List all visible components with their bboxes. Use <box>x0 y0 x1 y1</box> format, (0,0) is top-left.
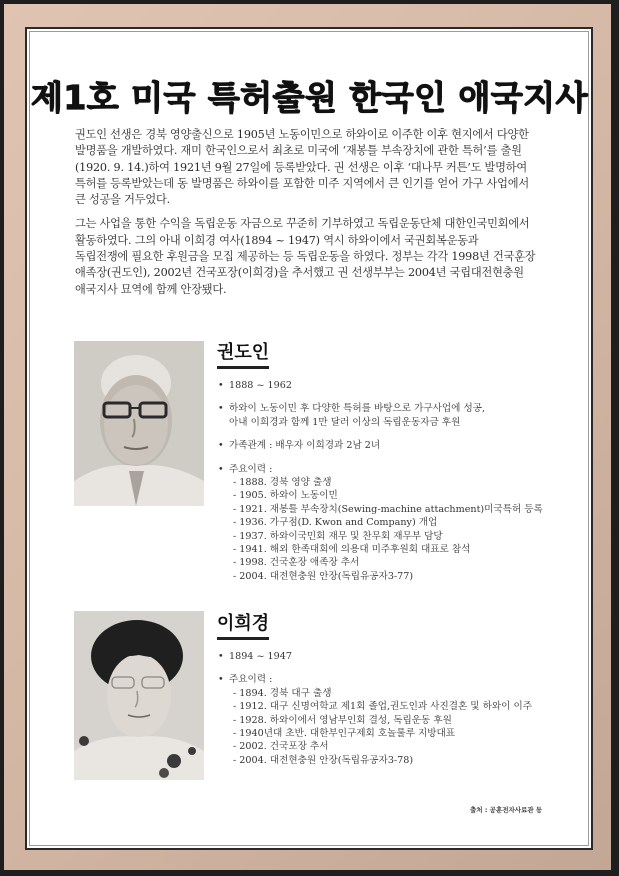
career-entry: - 2004. 대전현충원 안장(독립유공자3-77) <box>233 570 557 583</box>
family-item: • 가족관계 : 배우자 이희경과 2남 2녀 <box>217 439 557 452</box>
person-section-kwon-do-in <box>217 338 557 593</box>
career-entry: - 1928. 하와이에서 영남부인회 결성, 독립운동 후원 <box>233 714 557 727</box>
career-entry: - 1941. 해외 한족대회에 의용대 미주후원회 대표로 참석 <box>233 543 557 556</box>
career-list <box>229 687 557 767</box>
person-details-list <box>217 379 557 583</box>
text-line: 특허를 등록받았는데 동 발명품은 하와이를 포함한 미주 지역에서 큰 인기를 얻어 가구 사업에서 <box>75 176 529 190</box>
summary-line: 하와이 노동이민 후 다양한 특허를 바탕으로 가구사업에 성공, <box>229 403 486 415</box>
text-line: 독립전쟁에 필요한 후원금을 모집 제공하는 등 독립운동을 하였다. 정부는 각각 1998년 건국훈장 <box>75 250 536 264</box>
career-entry: - 1905. 하와이 노동이민 <box>233 489 557 502</box>
summary-line: 아내 이희경과 함께 1만 달러 이상의 독립운동자금 후원 <box>229 416 461 428</box>
person-name-heading: 권도인 <box>217 338 269 369</box>
text-line: 발명품을 개발하였다. 재미 한국인으로서 최초로 미국에 ‘재봉틀 부속장치에 관한 특허’를 출원 <box>75 144 522 158</box>
career-list <box>229 476 557 583</box>
career-label: 주요이력 : <box>229 463 273 475</box>
source-credit: 출처 : 공훈전자사료관 등 <box>470 806 543 814</box>
person-section-lee-hee-kyung <box>217 609 557 777</box>
page-title: 제1호 미국 특허출원 한국인 애국지사 <box>30 78 589 117</box>
career-entry: - 1921. 재봉틀 부속장치(Sewing-machine attachment)미국특허 등록 <box>233 503 557 516</box>
portrait-kwon-do-in <box>74 341 204 506</box>
portrait-lee-hee-kyung <box>74 611 204 780</box>
text-line: (1920. 9. 14.)하여 1921년 9월 27일에 등록받았다. 권 선생은 이후 ‘대나무 커튼’도 발명하여 <box>75 160 527 174</box>
lifespan-item: • 1894 ~ 1947 <box>217 650 557 663</box>
text-line: 활동하였다. 그의 아내 이희경 여사(1894 ~ 1947) 역시 하와이에서 국권회복운동과 <box>75 233 479 247</box>
text-line: 애국지사 묘역에 함께 안장됐다. <box>75 282 227 296</box>
career-entry: - 2002. 건국포장 추서 <box>233 740 557 753</box>
intro-text <box>75 127 570 306</box>
career-entry: - 1888. 경북 영양 출생 <box>233 476 557 489</box>
text-line: 애족장(권도인), 2002년 건국포장(이희경)을 추서했고 권 선생부부는 2004년 국립대전현충원 <box>75 266 524 280</box>
person-name-heading: 이희경 <box>217 609 269 640</box>
career-entry: - 1894. 경북 대구 출생 <box>233 687 557 700</box>
lifespan-item: • 1888 ~ 1962 <box>217 379 557 392</box>
portrait-woman-image <box>74 611 204 780</box>
career-entry: - 2004. 대전현충원 안장(독립유공자3-78) <box>233 754 557 767</box>
career-item <box>217 673 557 767</box>
text-line: 그는 사업을 통한 수익을 독립운동 자금으로 꾸준히 기부하였고 독립운동단체 대한인국민회에서 <box>75 217 530 231</box>
portrait-man-image <box>74 341 204 506</box>
career-entry: - 1998. 건국훈장 애족장 추서 <box>233 556 557 569</box>
career-entry: - 1912. 대구 신명여학교 제1회 졸업,권도인과 사진결혼 및 하와이 이주 <box>233 700 557 713</box>
text-line: 권도인 선생은 경북 영양출신으로 1905년 노동이민으로 하와이로 이주한 이후 현지에서 다양한 <box>75 128 529 141</box>
text-line: 큰 성공을 거두었다. <box>75 193 170 207</box>
summary-item <box>217 402 557 429</box>
intro-paragraph-2 <box>75 216 570 297</box>
career-item <box>217 463 557 584</box>
career-entry: - 1940년대 초반. 대한부인구제회 호놀룰루 지방대표 <box>233 727 557 740</box>
career-entry: - 1936. 가구점(D. Kwon and Company) 개업 <box>233 516 557 529</box>
career-label: 주요이력 : <box>229 674 273 686</box>
intro-paragraph-1 <box>75 127 570 208</box>
person-details-list <box>217 650 557 767</box>
career-entry: - 1937. 하와이국민회 재무 및 찬무회 재무부 담당 <box>233 530 557 543</box>
